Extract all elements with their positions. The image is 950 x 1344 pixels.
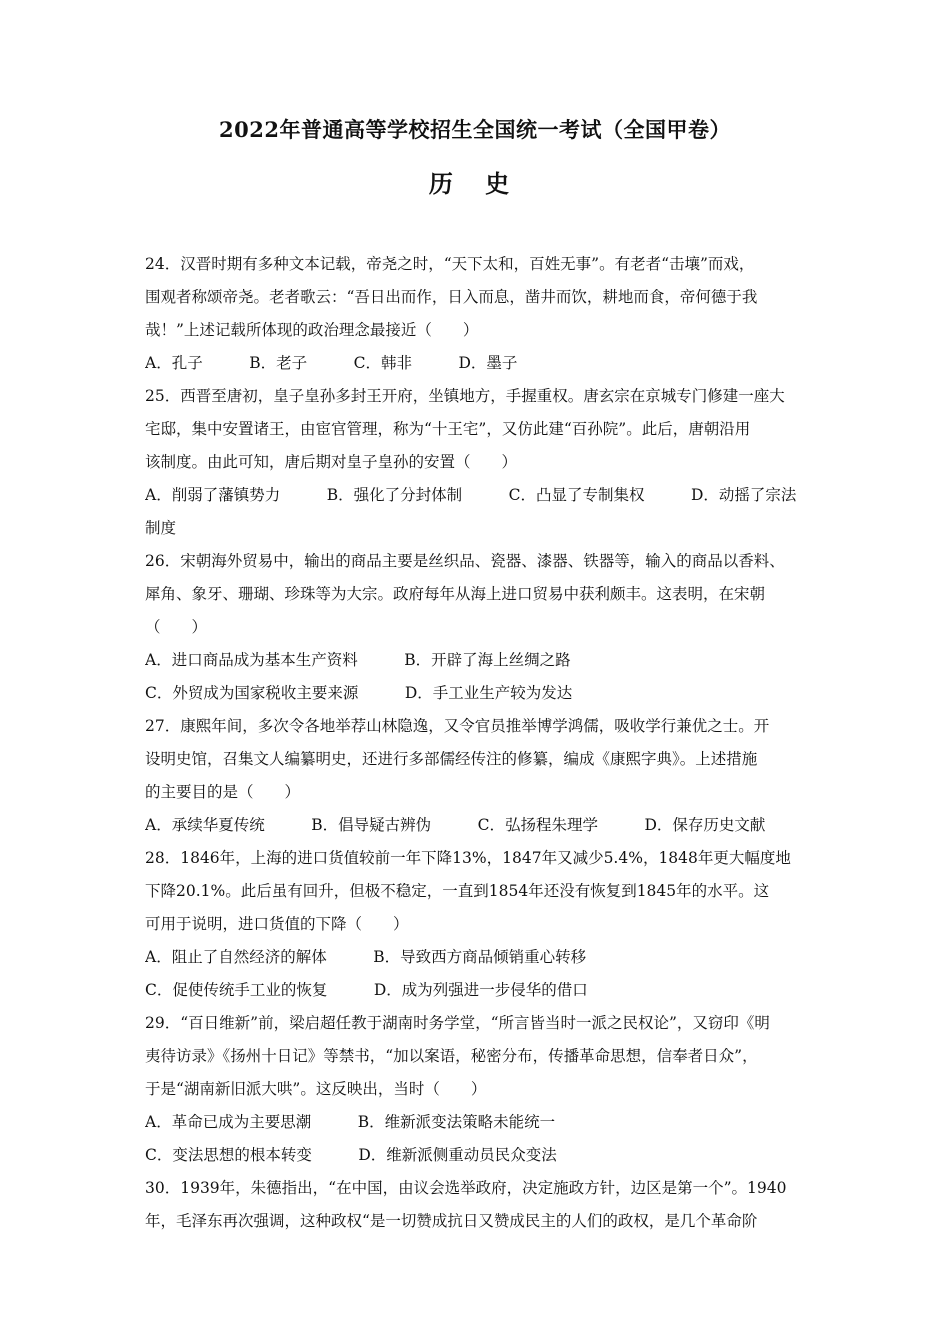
subject-heading: 历 史 <box>428 169 522 198</box>
text-line: 28．1846年，上海的进口货值较前一年下降13%，1847年又减少5.4%，1848年更大幅度地 <box>145 849 791 867</box>
text-line: 的主要目的是（ ） <box>145 783 301 801</box>
text-line: 制度 <box>145 519 177 537</box>
text-line: 犀角、象牙、珊瑚、珍珠等为大宗。政府每年从海上进口贸易中获利颇丰。这表明，在宋朝 <box>145 585 766 603</box>
text-line: 27．康熙年间，多次令各地举荐山林隐逸，又令官员推举博学鸿儒，吸收学行兼优之士。开 <box>145 717 770 735</box>
text-line: 下降20.1%。此后虽有回升，但极不稳定，一直到1854年还没有恢复到1845年的水平。这 <box>145 882 770 900</box>
answer-options: C．外贸成为国家税收主要来源 D．手工业生产较为发达 <box>145 684 573 702</box>
answer-options: A．进口商品成为基本生产资料 B．开辟了海上丝绸之路 <box>145 651 571 669</box>
text-line: 设明史馆，召集文人编纂明史，还进行多部儒经传注的修纂，编成《康熙字典》。上述措施 <box>145 750 758 768</box>
text-line: 围观者称颂帝尧。老者歌云：“吾日出而作，日入而息，凿井而饮，耕地而食，帝何德于我 <box>145 288 758 306</box>
answer-options: C．促使传统手工业的恢复 D．成为列强进一步侵华的借口 <box>145 981 588 999</box>
text-line: （ ） <box>145 618 208 636</box>
text-line: 于是“湖南新旧派大哄”。这反映出，当时（ ） <box>145 1080 487 1098</box>
answer-options: C．变法思想的根本转变 D．维新派侧重动员民众变法 <box>145 1146 557 1164</box>
text-line: 宅邸，集中安置诸王，由宦官管理，称为“十王宅”，又仿此建“百孙院”。此后，唐朝沿用 <box>145 420 751 438</box>
text-line: 25．西晋至唐初，皇子皇孙多封王开府，坐镇地方，手握重权。唐玄宗在京城专门修建一座大 <box>145 387 785 405</box>
page-title: 2022年普通高等学校招生全国统一考试（全国甲卷） <box>219 117 731 142</box>
answer-options: A．承续华夏传统 B．倡导疑古辨伪 C．弘扬程朱理学 D．保存历史文献 <box>145 816 766 834</box>
text-line: 年，毛泽东再次强调，这种政权“是一切赞成抗日又赞成民主的人们的政权，是几个革命阶 <box>145 1212 758 1230</box>
text-line: 夷待访录》《扬州十日记》等禁书，“加以案语，秘密分布，传播革命思想，信奉者日众”， <box>145 1047 758 1065</box>
answer-options: A．革命已成为主要思潮 B．维新派变法策略未能统一 <box>145 1113 556 1131</box>
text-line: 24．汉晋时期有多种文本记载，帝尧之时，“天下太和，百姓无事”。有老者“击壤”而戏， <box>145 255 755 273</box>
text-line: 30．1939年，朱德指出，“在中国，由议会选举政府，决定施政方针，边区是第一个”。1940 <box>145 1179 787 1197</box>
answer-options: A．削弱了藩镇势力 B．强化了分封体制 C．凸显了专制集权 D．动摇了宗法 <box>145 486 797 504</box>
text-line: 26．宋朝海外贸易中，输出的商品主要是丝织品、瓷器、漆器、铁器等，输入的商品以香料、 <box>145 552 785 570</box>
text-line: 29．“百日维新”前，梁启超任教于湖南时务学堂，“所言皆当时一派之民权论”，又窃印《明 <box>145 1014 770 1032</box>
text-line: 哉！”上述记载所体现的政治理念最接近（ ） <box>145 321 479 339</box>
answer-options: A．孔子 B．老子 C．韩非 D．墨子 <box>145 354 518 372</box>
answer-options: A．阻止了自然经济的解体 B．导致西方商品倾销重心转移 <box>145 948 587 966</box>
text-line: 可用于说明，进口货值的下降（ ） <box>145 915 409 933</box>
question-body <box>145 248 809 1238</box>
text-line: 该制度。由此可知，唐后期对皇子皇孙的安置（ ） <box>145 453 518 471</box>
